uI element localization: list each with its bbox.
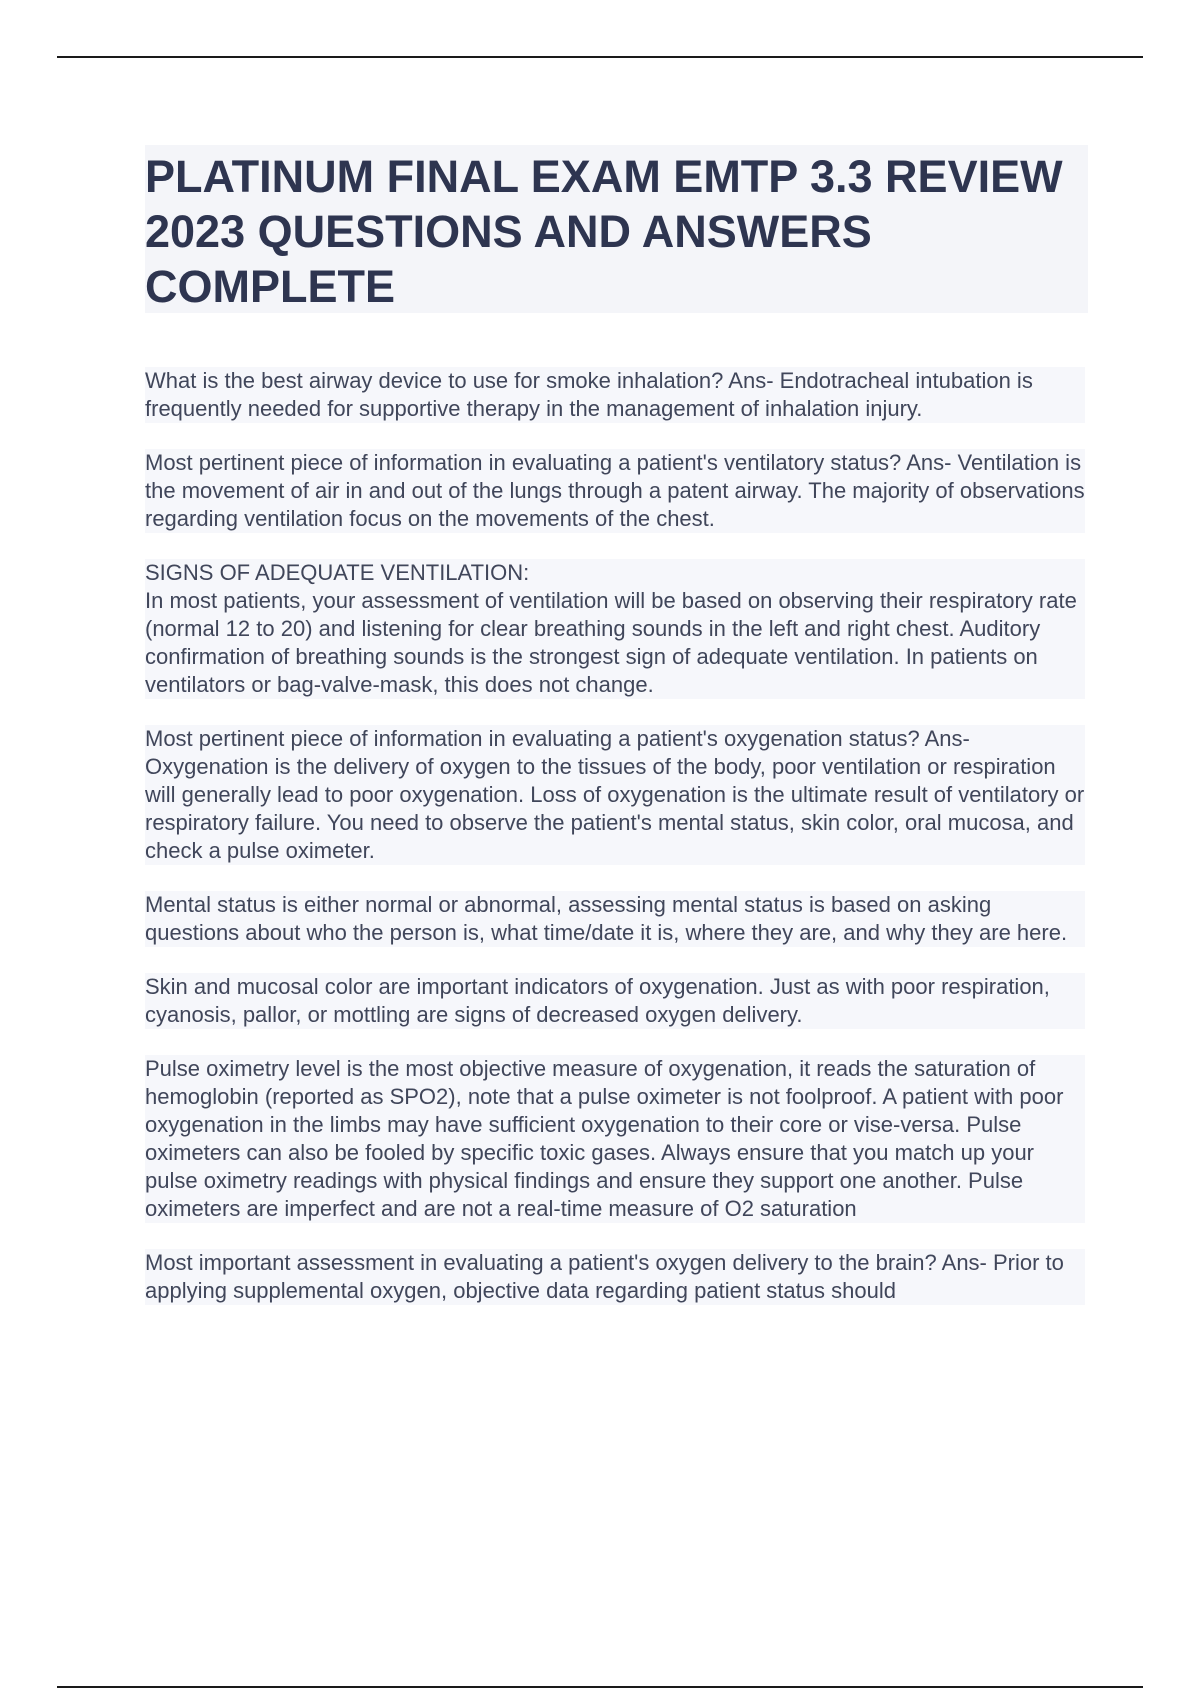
qa-smoke-inhalation: What is the best airway device to use for smoke inhalation? Ans- Endotracheal intubation is frequently needed for supportive therapy in the management of inhalation injury. <box>145 367 1085 423</box>
title-block <box>145 145 1088 313</box>
paragraph-ventilation-assessment: In most patients, your assessment of ventilation will be based on observing their respiratory rate (normal 12 to 20) and listening for clear breathing sounds in the left and right chest. Auditory confirmation of breathing sounds is the strongest sign of adequate ventilation. In patients on ventilators or bag-valve-mask, this does not change. <box>145 587 1085 699</box>
top-rule <box>57 56 1143 58</box>
paragraph-skin-mucosal-color: Skin and mucosal color are important indicators of oxygenation. Just as with poor respiration, cyanosis, pallor, or mottling are signs of decreased oxygen delivery. <box>145 973 1085 1029</box>
document-body <box>145 367 1085 1331</box>
paragraph-pulse-oximetry: Pulse oximetry level is the most objective measure of oxygenation, it reads the saturation of hemoglobin (reported as SPO2), note that a pulse oximeter is not foolproof. A patient with poor oxygenation in the limbs may have sufficient oxygenation to their core or vise-versa. Pulse oximeters can also be fooled by specific toxic gases. Always ensure that you match up your pulse oximetry readings with physical findings and ensure they support one another. Pulse oximeters are imperfect and are not a real-time measure of O2 saturation <box>145 1055 1085 1223</box>
qa-ventilatory-status: Most pertinent piece of information in evaluating a patient's ventilatory status? Ans- Ventilation is the movement of air in and out of the lungs through a patent airway. The majority of observations regarding ventilation focus on the movements of the chest. <box>145 450 1085 531</box>
paragraph-mental-status: Mental status is either normal or abnormal, assessing mental status is based on asking questions about who the person is, what time/date it is, where they are, and why they are here. <box>145 891 1085 947</box>
bottom-rule <box>57 1686 1143 1688</box>
qa-oxygenation-status: Most pertinent piece of information in evaluating a patient's oxygenation status? Ans- Oxygenation is the delivery of oxygen to the tissues of the body, poor ventilation or respiration will generally lead to poor oxygenation. Loss of oxygenation is the ultimate result of ventilatory or respiratory failure. You need to observe the patient's mental status, skin color, oral mucosa, and check a pulse oximeter. <box>145 726 1085 863</box>
section-heading-adequate-ventilation: SIGNS OF ADEQUATE VENTILATION: <box>145 559 1085 587</box>
qa-oxygen-delivery-brain: Most important assessment in evaluating a patient's oxygen delivery to the brain? Ans- Prior to applying supplemental oxygen, objective data regarding patient status should <box>145 1249 1085 1305</box>
document-title: PLATINUM FINAL EXAM EMTP 3.3 REVIEW 2023 QUESTIONS AND ANSWERS COMPLETE <box>145 151 1063 312</box>
